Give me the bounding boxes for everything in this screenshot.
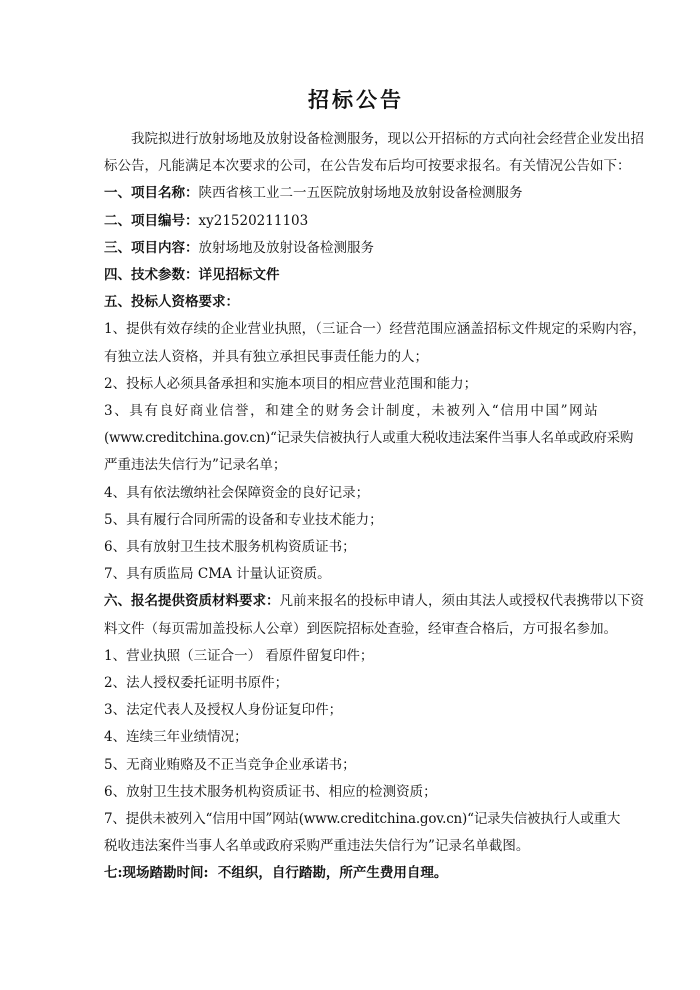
qualification-item-2: 2、投标人必须具备承担和实施本项目的相应营业范围和能力； [104, 375, 478, 392]
qualification-item-5: 5、具有履行合同所需的设备和专业技术能力； [104, 511, 383, 528]
tech-params-label: 四、技术参数： [104, 267, 199, 284]
project-number-value: xy21520211103 [198, 212, 309, 229]
project-number-row [104, 208, 608, 235]
intro-line-2: 标公告，凡能满足本次要求的公司，在公告发布后均可按要求报名。有关情况公告如下： [104, 158, 631, 175]
project-name-label: 一、项目名称： [104, 185, 199, 202]
project-content-value: 放射场地及放射设备检测服务 [198, 239, 374, 256]
project-content-label: 三、项目内容： [104, 239, 199, 256]
registration-materials-lead-2: 料文件（每页需加盖投标人公章）到医院招标处查验，经审查合格后，方可报名参加。 [104, 620, 617, 637]
page-title: 招标公告 [308, 88, 404, 112]
material-item-2: 2、法人授权委托证明书原件； [104, 675, 289, 692]
qualification-item-3-line-2: (www.creditchina.gov.cn)“记录失信被执行人或重大税收违法案件当事人名单或政府采购 [104, 430, 634, 447]
tech-params-row [104, 262, 608, 289]
registration-materials-label: 六、报名提供资质材料要求： [104, 593, 280, 610]
material-item-4: 4、连续三年业绩情况； [104, 729, 248, 746]
qualification-item-1-line-2: 有独立法人资格，并具有独立承担民事责任能力的人； [104, 348, 428, 365]
qualification-item-3-line-3: 严重违法失信行为”记录名单； [104, 457, 287, 474]
material-item-3: 3、法定代表人及授权人身份证复印件； [104, 702, 343, 719]
tech-params-value: 详见招标文件 [198, 267, 280, 284]
site-visit-label: 七:现场踏勘时间: [104, 865, 209, 882]
registration-materials-lead: 凡前来报名的投标申请人，须由其法人或授权代表携带以下资 [279, 593, 644, 610]
material-item-7-line-1: 7、提供未被列入“信用中国”网站(www.creditchina.gov.cn)“记录失信被执行人或重大 [104, 811, 621, 828]
project-content-row [104, 235, 608, 262]
material-item-7-line-2: 税收违法案件当事人名单或政府采购严重违法失信行为”记录名单截图。 [104, 838, 530, 855]
site-visit-row [104, 860, 608, 887]
qualification-item-3-line-1: 3、具有良好商业信誉，和建全的财务会计制度，未被列入“信用中国”网站 [104, 403, 600, 420]
registration-materials-row [104, 588, 644, 615]
project-name-row [104, 180, 608, 207]
material-item-1: 1、营业执照（三证合一） 看原件留复印件； [104, 647, 374, 664]
qualification-item-1-line-1: 1、提供有效存续的企业营业执照，（三证合一）经营范围应涵盖招标文件规定的采购内容， [104, 321, 646, 338]
qualification-item-6: 6、具有放射卫生技术服务机构资质证书； [104, 539, 356, 556]
site-visit-value: 不组织，自行踏勘，所产生费用自理。 [217, 865, 448, 882]
qualification-item-7: 7、具有质监局 CMA 计量认证资质。 [104, 566, 331, 583]
project-number-label: 二、项目编号： [104, 212, 199, 229]
qualification-item-4: 4、具有依法缴纳社会保障资金的良好记录； [104, 484, 370, 501]
material-item-6: 6、放射卫生技术服务机构资质证书、相应的检测资质； [104, 783, 437, 800]
project-name-value: 陕西省核工业二一五医院放射场地及放射设备检测服务 [198, 185, 523, 202]
material-item-5: 5、无商业贿赂及不正当竞争企业承诺书； [104, 756, 356, 773]
bidder-qualification-heading: 五、投标人资格要求： [104, 294, 239, 311]
intro-line-1: 我院拟进行放射场地及放射设备检测服务，现以公开招标的方式向社会经营企业发出招 [131, 131, 644, 147]
